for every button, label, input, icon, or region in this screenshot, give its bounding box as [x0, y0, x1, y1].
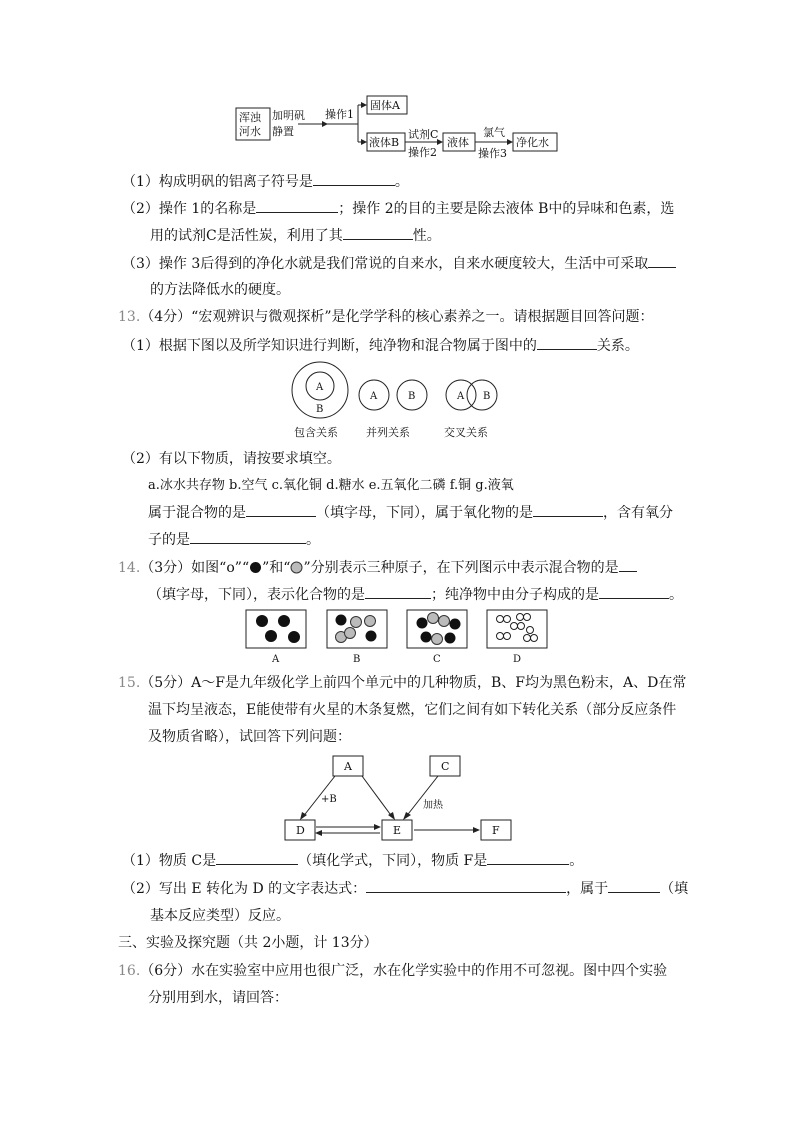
- flow-raw-bottom: 河水: [239, 125, 261, 138]
- q13-heading: 13.（4分）“宏观辨识与微观探析”是化学学科的核心素养之一。请根据题目回答问题：: [118, 309, 654, 325]
- venn-relationship-diagrams: [286, 360, 506, 442]
- flow-op2: 操作2: [408, 146, 437, 159]
- q12-part1: （1）构成明矾的铝离子符号是 。: [122, 171, 409, 192]
- q13-fill-line2: 子的是 。: [148, 529, 320, 550]
- flow-settle: 静置: [272, 125, 294, 138]
- q15-part2-line2: 基本反应类型）反应。: [150, 908, 290, 924]
- venn-a-cross: A: [457, 391, 465, 402]
- diagram-label-a: A: [272, 654, 280, 665]
- node-d: D: [296, 824, 305, 837]
- label-plus-b: +B: [321, 794, 337, 805]
- q12-part3-line1: （3）操作 3后得到的净化水就是我们常说的自来水，自来水硬度较大，生活中可采取: [122, 253, 676, 274]
- q13-options: a.冰水共存物 b.空气 c.氧化铜 d.糖水 e.五氧化二磷 f.铜 g.液氧: [148, 478, 514, 493]
- q15-line2: 温下均呈液态，E能使带有火星的木条复燃，它们之间有如下转化关系（部分反应条件: [148, 702, 677, 718]
- flow-raw-top: 浑浊: [239, 111, 261, 124]
- venn-b-cross: B: [483, 391, 491, 402]
- substance-transformation-diagram: [280, 752, 520, 848]
- venn-caption-parallel: 并列关系: [366, 426, 410, 439]
- diagram-a-particles: [256, 615, 300, 643]
- q12-part3-line2: 的方法降低水的硬度。: [150, 282, 290, 298]
- node-a: A: [344, 760, 352, 773]
- venn-a-inner: A: [316, 382, 324, 393]
- flow-liquid-b: 液体B: [369, 136, 400, 149]
- black-atom-icon: [249, 561, 262, 574]
- q15-part2-line1: （2）写出 E 转化为 D 的文字表达式： ，属于 （填: [122, 878, 688, 899]
- q14-line2: （填字母，下同），表示化合物的是 ；纯净物中由分子构成的是 。: [148, 584, 683, 605]
- venn-caption-include: 包含关系: [294, 426, 338, 439]
- q14-line1: 14.（3分）如图“o”“ ”和“ ”分别表示三种原子，在下列图示中表示混合物的是: [118, 557, 637, 578]
- flow-chlorine: 氯气: [483, 126, 505, 139]
- q15-line1: 15.（5分）A～F是九年级化学上前四个单元中的几种物质，B、F均为黑色粉末，A、D在常: [118, 675, 687, 691]
- node-e: E: [393, 824, 402, 837]
- diagram-b-particles: [336, 615, 377, 643]
- q13-part1: （1）根据下图以及所学知识进行判断，纯净物和混合物属于图中的 关系。: [122, 335, 639, 356]
- q15-part1: （1）物质 C是 （填化学式，下同），物质 F是 。: [122, 850, 583, 871]
- question-number: 14.: [118, 560, 141, 576]
- venn-caption-cross: 交叉关系: [444, 426, 488, 439]
- venn-b-parallel: B: [408, 391, 416, 402]
- water-purification-flowchart: [230, 90, 570, 162]
- flow-add-alum: 加明矾: [272, 109, 305, 122]
- diagram-label-b: B: [353, 654, 361, 665]
- diagram-d-particles: [497, 614, 538, 642]
- q16-line1: 16.（6分）水在实验室中应用也很广泛，水在化学实验中的作用不可忽视。图中四个实验: [118, 963, 668, 979]
- q15-line3: 及物质省略），试回答下列问题：: [148, 729, 351, 745]
- question-number: 13.: [118, 309, 141, 325]
- q16-line2: 分别用到水，请回答：: [148, 990, 288, 1006]
- flow-op1: 操作1: [325, 108, 354, 121]
- flow-liquid: 液体: [447, 136, 469, 149]
- venn-b-outer: B: [316, 404, 324, 415]
- q12-part2-line1: （2）操作 1的名称是 ；操作 2的目的主要是除去液体 B中的异味和色素，选: [122, 198, 674, 219]
- flow-clean-water: 净化水: [516, 136, 549, 149]
- diagram-c-particles: [417, 613, 461, 645]
- particle-diagrams: [244, 608, 554, 666]
- flow-op3: 操作3: [478, 147, 507, 160]
- node-c: C: [441, 760, 450, 773]
- flow-reagent-c: 试剂C: [408, 128, 439, 141]
- q13-part2: （2）有以下物质，请按要求填空。: [122, 451, 341, 467]
- q13-fill-line1: 属于混合物的是 （填字母，下同），属于氧化物的是 ，含有氧分: [148, 502, 673, 523]
- q12-part2-line2: 用的试剂C是活性炭，利用了其 性。: [150, 225, 441, 246]
- section-3-heading: 三、实验及探究题（共 2小题，计 13分）: [118, 935, 378, 951]
- venn-a-parallel: A: [370, 391, 378, 402]
- flow-solid-a: 固体A: [370, 99, 400, 112]
- label-heating: 加热: [423, 800, 443, 811]
- diagram-label-c: C: [433, 654, 441, 665]
- question-number: 15.: [118, 675, 141, 691]
- question-number: 16.: [118, 963, 141, 979]
- diagram-label-d: D: [513, 654, 522, 665]
- node-f: F: [492, 824, 500, 837]
- gray-atom-icon: [290, 561, 303, 574]
